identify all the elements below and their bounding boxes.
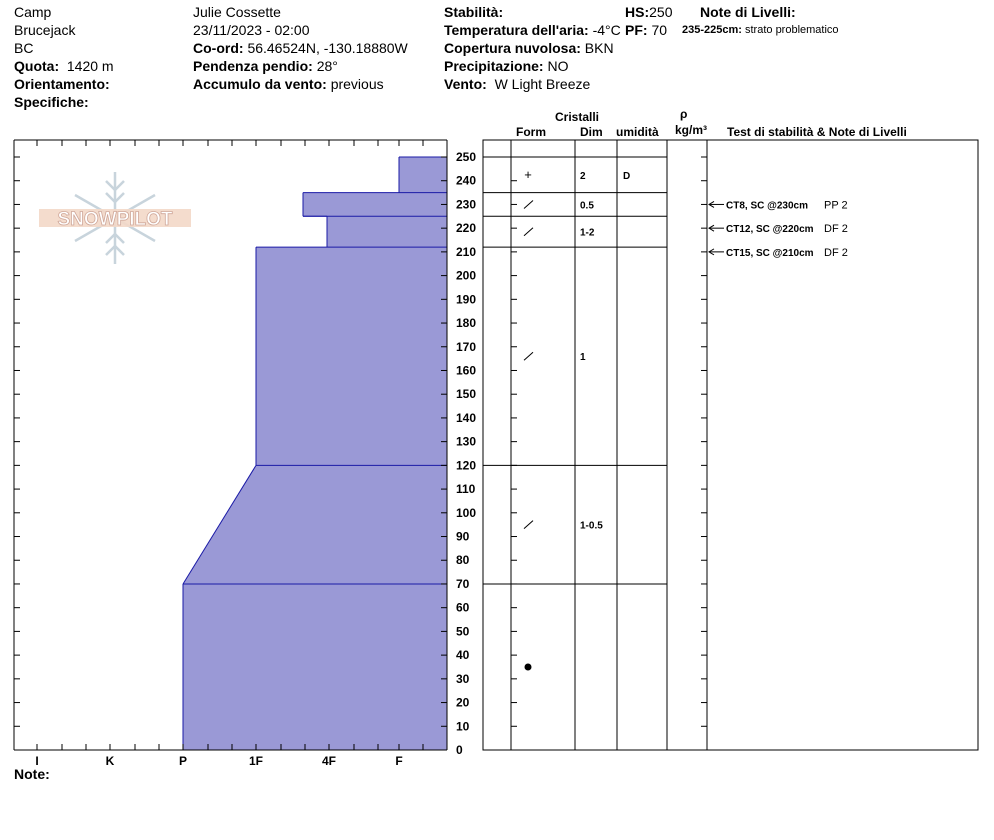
density-symbol: ρ — [680, 107, 688, 121]
observer-name: Julie Cossette — [193, 4, 281, 20]
slope-label: Pendenza pendio: — [193, 58, 313, 74]
test-result: PP 2 — [824, 199, 848, 212]
hardness-fill — [183, 157, 447, 750]
problem-range: 235-225cm: — [682, 24, 742, 36]
wind-loading-value: previous — [330, 76, 384, 92]
depth-tick-label: 110 — [456, 482, 476, 497]
cloud-value: BKN — [584, 40, 614, 56]
depth-tick-label: 50 — [456, 624, 470, 639]
location-site: Brucejack — [14, 22, 76, 38]
slope-value: 28° — [316, 58, 338, 74]
hardness-tick-label: P — [178, 754, 188, 768]
logo-text: SNOWPILOT — [57, 209, 173, 230]
hardness-tick-label: 1F — [248, 754, 264, 768]
test-label: CT12, SC @220cm — [726, 224, 814, 236]
hs-value: 250 — [649, 4, 673, 20]
humidity-header: umidità — [616, 125, 659, 139]
humidity-label: D — [623, 170, 631, 182]
depth-tick-label: 120 — [456, 458, 477, 473]
depth-tick-label: 230 — [456, 197, 477, 212]
grain-form-slash — [524, 228, 533, 236]
test-result: DF 2 — [824, 223, 848, 236]
depth-tick-label: 70 — [456, 576, 470, 591]
grain-form-plus: + — [524, 166, 532, 182]
form-header: Form — [516, 125, 546, 139]
hardness-tick-label: F — [395, 754, 403, 768]
grain-size-label: 1-0.5 — [580, 520, 603, 532]
location-region: BC — [14, 40, 34, 56]
temp-label: Temperatura dell'aria: — [444, 22, 589, 38]
specifics-label: Specifiche: — [14, 94, 89, 110]
depth-tick-label: 60 — [456, 600, 470, 615]
test-label: CT8, SC @230cm — [726, 200, 809, 212]
depth-tick-label: 30 — [456, 671, 470, 686]
depth-tick-label: 100 — [456, 505, 477, 520]
tests-header: Test di stabilità & Note di Livelli — [727, 125, 907, 139]
grain-form-dot — [525, 663, 532, 670]
depth-tick-label: 130 — [456, 434, 477, 449]
depth-tick-label: 150 — [456, 387, 477, 402]
wind-value: W Light Breeze — [494, 76, 591, 92]
coord-label: Co-ord: — [193, 40, 244, 56]
stability-label: Stabilità: — [444, 4, 504, 20]
grain-form-slash — [524, 521, 533, 529]
depth-tick-label: 20 — [456, 695, 470, 710]
pf-label: PF: — [625, 22, 648, 38]
grain-form-slash — [524, 352, 533, 360]
depth-tick-label: 240 — [456, 173, 477, 188]
grain-size-label: 1-2 — [580, 227, 595, 239]
precip-value: NO — [547, 58, 569, 74]
layer-table — [483, 140, 978, 750]
density-unit: kg/m³ — [675, 123, 708, 137]
location-name: Camp — [14, 4, 52, 20]
coord-value: 56.46524N, -130.18880W — [247, 40, 408, 56]
wind-label: Vento: — [444, 76, 487, 92]
depth-tick-label: 140 — [456, 410, 477, 425]
elevation-value: 1420 m — [66, 58, 114, 74]
pf-value: 70 — [651, 22, 668, 38]
depth-tick-label: 210 — [456, 244, 477, 259]
observation-datetime: 23/11/2023 - 02:00 — [193, 22, 310, 38]
precip-label: Precipitazione: — [444, 58, 544, 74]
depth-tick-label: 40 — [456, 648, 470, 663]
problem-text: strato problematico — [745, 24, 839, 36]
depth-tick-label: 160 — [456, 363, 477, 378]
depth-tick-label: 250 — [456, 150, 477, 164]
notes-label: Note: — [14, 766, 50, 782]
depth-tick-label: 190 — [456, 292, 477, 307]
temp-value: -4°C — [592, 22, 621, 38]
aspect-label: Orientamento: — [14, 76, 110, 92]
elevation-label: Quota: — [14, 58, 60, 74]
test-label: CT15, SC @210cm — [726, 247, 814, 259]
depth-tick-label: 10 — [456, 719, 470, 734]
dim-header: Dim — [580, 125, 603, 139]
test-result: DF 2 — [824, 246, 848, 259]
wind-loading-label: Accumulo da vento: — [193, 76, 327, 92]
depth-tick-label: 80 — [456, 553, 470, 568]
depth-tick-label: 90 — [456, 529, 470, 544]
depth-tick-label: 170 — [456, 339, 477, 354]
cloud-label: Copertura nuvolosa: — [444, 40, 581, 56]
grain-form-slash — [524, 200, 533, 208]
hardness-plot — [14, 140, 447, 768]
depth-tick-label: 180 — [456, 316, 477, 331]
layer-notes-label: Note di Livelli: — [700, 4, 796, 20]
top-ticks — [37, 140, 423, 146]
crystals-header: Cristalli — [555, 110, 600, 124]
grain-size-label: 0.5 — [580, 200, 594, 212]
hardness-tick-label: 4F — [321, 754, 337, 768]
hardness-tick-label: I — [35, 754, 39, 768]
snowpilot-logo — [39, 172, 191, 264]
grain-size-label: 2 — [580, 170, 586, 182]
hs-label: HS: — [625, 4, 650, 20]
hardness-tick-label: K — [105, 754, 115, 768]
depth-tick-label: 220 — [456, 221, 477, 236]
depth-tick-label: 0 — [456, 743, 463, 757]
grain-size-label: 1 — [580, 352, 586, 364]
depth-tick-label: 200 — [456, 268, 477, 283]
